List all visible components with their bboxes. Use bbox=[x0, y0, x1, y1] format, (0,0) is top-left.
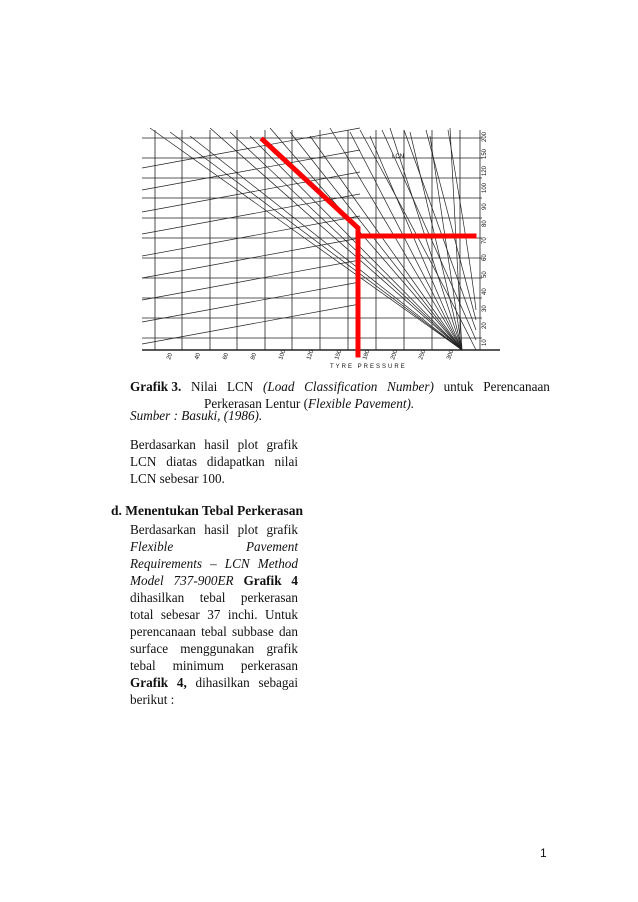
x-tick-label: 100 bbox=[278, 349, 288, 361]
caption-word: (Load bbox=[262, 379, 295, 394]
right-tick-label: 40 bbox=[482, 288, 488, 295]
diagonal-line bbox=[142, 260, 360, 300]
x-tick-label: 20 bbox=[166, 352, 175, 361]
right-tick-label: 70 bbox=[482, 237, 488, 244]
para2-chart-name: Flexible Pavement Requirements – LCN Method Model 737-900ER bbox=[130, 539, 298, 588]
source-label: Sumber bbox=[130, 408, 171, 423]
para2-ref-1: Grafik 4 bbox=[233, 573, 298, 588]
caption-line2-italic: Flexible Pavement). bbox=[308, 396, 415, 411]
right-tick-label: 90 bbox=[482, 203, 488, 210]
diagonal-line bbox=[142, 282, 360, 322]
figure-source bbox=[130, 408, 262, 424]
x-tick-label: 150 bbox=[334, 349, 344, 361]
page-number: 1 bbox=[540, 846, 547, 860]
caption-word: LCN bbox=[226, 379, 254, 394]
radial-line bbox=[350, 132, 462, 350]
para2-text-1: Berdasarkan hasil plot grafik bbox=[130, 522, 298, 537]
right-tick-label: 200 bbox=[482, 131, 488, 142]
caption-word: Nilai bbox=[190, 379, 218, 394]
caption-word: Number) bbox=[387, 379, 434, 394]
x-tick-label: 200 bbox=[390, 349, 400, 361]
section-heading: d. Menentukan Tebal Perkerasan bbox=[111, 503, 304, 518]
radial-line bbox=[210, 128, 462, 350]
x-tick-label: 300 bbox=[446, 349, 456, 361]
x-tick-label: 250 bbox=[418, 349, 428, 361]
diagonal-line bbox=[142, 216, 360, 256]
para2-ref-2: Grafik 4, bbox=[130, 675, 187, 690]
caption-word: untuk bbox=[443, 379, 474, 394]
caption-line2-text: Perkerasan Lentur ( bbox=[204, 396, 308, 411]
radial-line bbox=[390, 128, 462, 350]
tyre-pressure-label: TYRE PRESSURE bbox=[330, 364, 407, 370]
right-tick-label: 150 bbox=[482, 148, 488, 159]
caption-line-1 bbox=[130, 378, 550, 395]
chart-radial-lines bbox=[142, 128, 476, 350]
para2-text-3: dihasilkan sebagai berikut : bbox=[130, 675, 298, 707]
red-path-lcn bbox=[263, 140, 358, 355]
source-value: : Basuki, (1986). bbox=[173, 408, 263, 423]
curve-line bbox=[404, 130, 476, 330]
x-tick-label: 80 bbox=[250, 352, 259, 361]
right-tick-label: 20 bbox=[482, 322, 488, 329]
figure-caption bbox=[130, 378, 550, 412]
x-tick-label: 180 bbox=[362, 349, 372, 361]
right-tick-label: 100 bbox=[482, 182, 488, 193]
diagonal-line bbox=[142, 128, 360, 168]
x-tick-label: 120 bbox=[306, 349, 316, 361]
curve-line bbox=[426, 130, 476, 320]
x-tick-label: 40 bbox=[194, 352, 203, 361]
right-tick-label: 80 bbox=[482, 220, 488, 227]
lcn-result-paragraph: Berdasarkan hasil plot grafik LCN diatas didapatkan nilai LCN sebesar 100. bbox=[130, 437, 298, 486]
right-tick-label: 30 bbox=[482, 305, 488, 312]
thickness-paragraph bbox=[130, 521, 298, 708]
caption-label: Grafik 3. bbox=[130, 379, 182, 394]
right-tick-label: 10 bbox=[482, 339, 488, 346]
caption-word: Perencanaan bbox=[483, 379, 550, 394]
right-tick-label: 120 bbox=[482, 165, 488, 176]
lcn-label: LCN bbox=[392, 154, 405, 160]
right-tick-label: 60 bbox=[482, 254, 488, 261]
lcn-chart bbox=[130, 118, 504, 370]
chart-right-ticks bbox=[482, 131, 488, 346]
x-tick-label: 60 bbox=[222, 352, 231, 361]
right-tick-label: 50 bbox=[482, 271, 488, 278]
chart-grid bbox=[142, 130, 500, 350]
caption-word: Classification bbox=[304, 379, 378, 394]
para2-text-2: dihasilkan tebal perkerasan total sebesar 37 inchi. Untuk perencanaan tebal subbase dan surface menggunakan grafik tebal minimum perkerasan bbox=[130, 590, 298, 673]
